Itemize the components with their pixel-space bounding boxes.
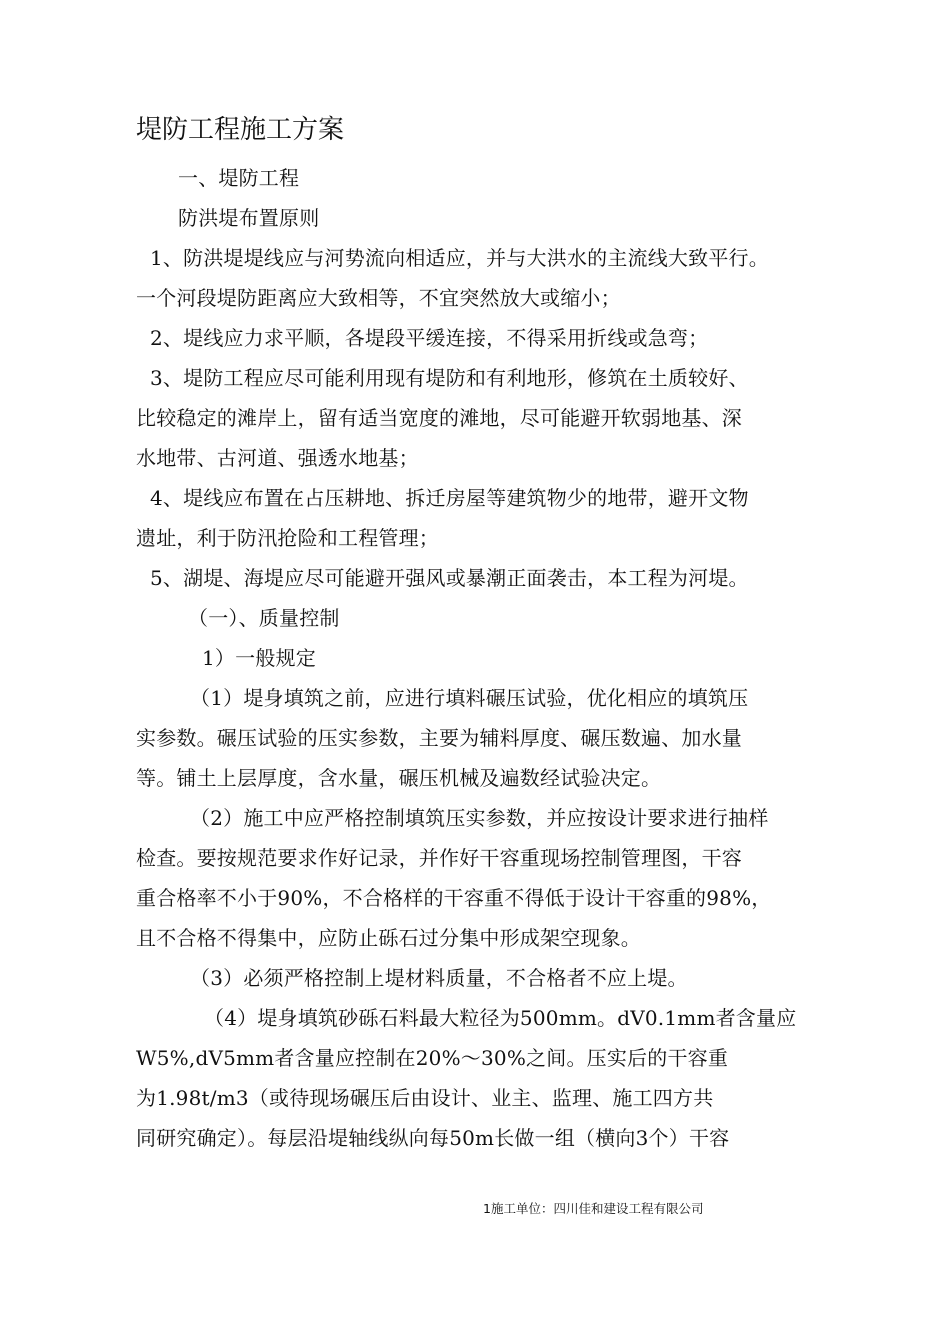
- section-heading: 一、堤防工程: [178, 166, 300, 190]
- paragraph-line: 实参数。碾压试验的压实参数，主要为辅料厚度、碾压数遍、加水量: [136, 726, 742, 750]
- subsection-heading: 1）一般规定: [202, 646, 316, 670]
- paragraph-line: 4、堤线应布置在占压耕地、拆迁房屋等建筑物少的地带，避开文物: [150, 486, 749, 510]
- paragraph-line: 检查。要按规范要求作好记录，并作好干容重现场控制管理图，干容: [136, 846, 742, 870]
- paragraph-line: （1）堤身填筑之前，应进行填料碾压试验，优化相应的填筑压: [190, 686, 749, 710]
- paragraph-line: 1、防洪堤堤线应与河势流向相适应，并与大洪水的主流线大致平行。: [150, 246, 769, 270]
- paragraph-line: 一个河段堤防距离应大致相等，不宜突然放大或缩小；: [136, 286, 621, 310]
- paragraph-line: W5%,dV5mm者含量应控制在20%〜30%之间。压实后的干容重: [136, 1046, 729, 1070]
- page-footer: 1施工单位：四川佳和建设工程有限公司: [483, 1201, 704, 1216]
- paragraph-line: 为1.98t/m3（或待现场碾压后由设计、业主、监理、施工四方共: [136, 1086, 714, 1110]
- paragraph-line: 比较稳定的滩岸上，留有适当宽度的滩地，尽可能避开软弱地基、深: [136, 406, 742, 430]
- paragraph-line: 同研究确定）。每层沿堤轴线纵向每50m长做一组（横向3个）干容: [136, 1126, 730, 1150]
- paragraph-line: 水地带、古河道、强透水地基；: [136, 446, 419, 470]
- paragraph-line: 5、湖堤、海堤应尽可能避开强风或暴潮正面袭击，本工程为河堤。: [150, 566, 749, 590]
- paragraph-line: （2）施工中应严格控制填筑压实参数，并应按设计要求进行抽样: [190, 806, 769, 830]
- paragraph-line: 等。铺土上层厚度，含水量，碾压机械及遍数经试验决定。: [136, 766, 662, 790]
- paragraph-line: 遗址，利于防汛抢险和工程管理；: [136, 526, 439, 550]
- section-heading: （一）、质量控制: [188, 606, 340, 630]
- paragraph-line: 且不合格不得集中，应防止砾石过分集中形成架空现象。: [136, 926, 641, 950]
- paragraph-line: 重合格率不小于90%，不合格样的干容重不得低于设计干容重的98%，: [136, 886, 772, 910]
- subsection-heading: 防洪堤布置原则: [178, 206, 320, 230]
- paragraph-line: 2、堤线应力求平顺，各堤段平缓连接，不得采用折线或急弯；: [150, 326, 709, 350]
- paragraph-line: （3）必须严格控制上堤材料质量，不合格者不应上堤。: [190, 966, 688, 990]
- document-title: 堤防工程施工方案: [136, 115, 345, 145]
- paragraph-line: 3、堤防工程应尽可能利用现有堤防和有利地形，修筑在土质较好、: [150, 366, 749, 390]
- paragraph-line: （4）堤身填筑砂砾石料最大粒径为500mm。dV0.1mm者含量应: [204, 1006, 797, 1030]
